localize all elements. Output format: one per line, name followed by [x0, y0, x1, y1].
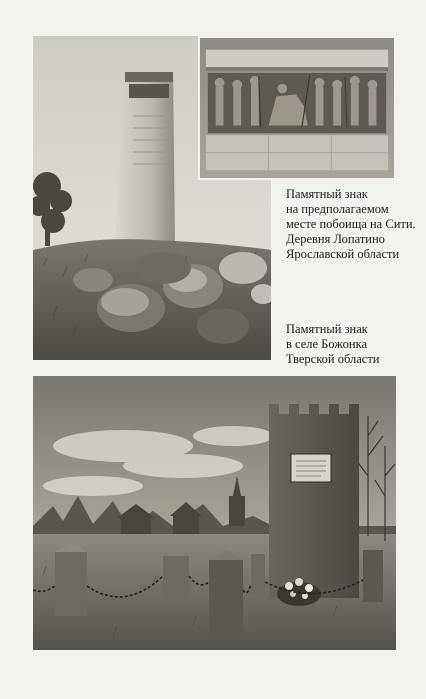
caption-top-line: месте побоища на Сити. [286, 217, 416, 231]
caption-bottom-line: Тверской области [286, 352, 380, 366]
monument-scene [33, 376, 396, 650]
caption-bottom [286, 322, 379, 367]
memorial-plaque-icon [291, 454, 331, 482]
photo-bas-relief [198, 36, 396, 180]
caption-bottom-line: в селе Божонка [286, 337, 367, 351]
relief-top-band [206, 50, 388, 69]
caption-top [286, 187, 416, 262]
caption-top-line: Ярославской области [286, 247, 400, 261]
crenellated-monument [269, 404, 359, 598]
photo-crenellated-monument [33, 376, 396, 650]
caption-top-line: на предполагаемом [286, 202, 389, 216]
obelisk [115, 72, 175, 248]
caption-top-line: Памятный знак [286, 187, 368, 201]
caption-top-line: Деревня Лопатино [286, 232, 385, 246]
caption-bottom-line: Памятный знак [286, 322, 368, 336]
bas-relief-scene [200, 38, 394, 178]
